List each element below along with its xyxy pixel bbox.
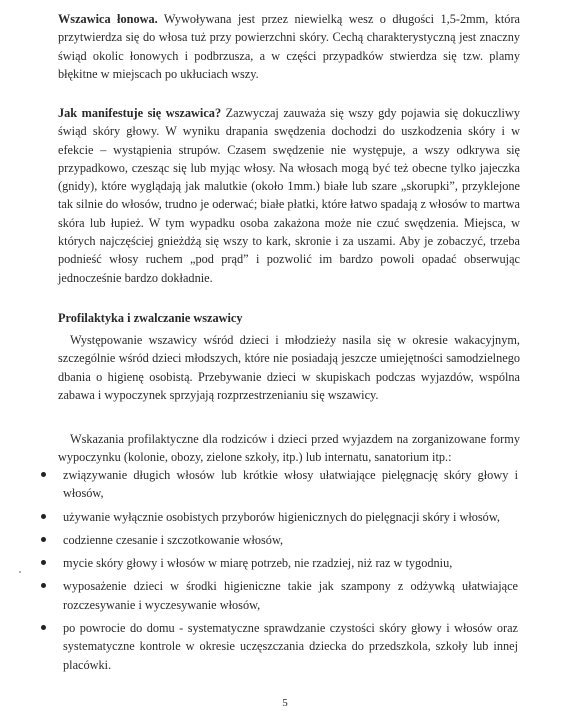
list-item: używanie wyłącznie osobistych przyborów higienicznych do pielęgnacji skóry i włosów, xyxy=(38,508,518,526)
term-manifestacja: Jak manifestuje się wszawica? xyxy=(58,106,222,120)
page-number: 5 xyxy=(282,697,288,709)
bullet-dot-icon xyxy=(41,514,46,519)
paragraph-profilaktyka: Występowanie wszawicy wśród dzieci i młodzieży nasila się w okresie wakacyjnym, szczególnie wśród dzieci młodszych, które nie posiadają jeszcze umiejętności samodzielnego dbania o higienę osobistą. Przebywanie dzieci w skupiskach podczas wyjazdów, wspólna zabawa i wypoczynek sprzyjają rozprzestrzenianiu się wszawicy. xyxy=(58,333,520,402)
bullet-dot-icon xyxy=(41,560,46,565)
paragraph-wskazania-intro: Wskazania profilaktyczne dla rodziców i dzieci przed wyjazdem na zorganizowane formy wypoczynku (kolonie, obozy, zielone szkoły, itp.) lub internatu, sanatorium itp.: xyxy=(58,432,520,465)
bullet-dot-icon xyxy=(41,625,46,630)
term-wszawica-lonowa: Wszawica łonowa. xyxy=(58,12,158,26)
list-item: po powrocie do domu - systematyczne sprawdzanie czystości skóry głowy i włosów oraz systematyczne kontrole w okresie uczęszczania dziecka do przedszkola, szkoły lub innej placówki. xyxy=(38,619,518,674)
paragraph-text: Wywoływana jest przez niewielką wesz o długości 1,5-2mm, która przytwierdza się do włosa tuż przy powierzchni skóry. Cechą charakterystyczną jest znaczny świąd okolic łonowych i podbrzusza, a w części przypadków stwierdza się tzw. plamy błękitne w miejscach po ukłuciach wszy. xyxy=(58,12,521,81)
list-item: związywanie długich włosów lub krótkie włosy ułatwiające pielęgnację skóry głowy i włosów, xyxy=(38,466,518,503)
bullet-dot-icon xyxy=(41,583,46,588)
paragraph-text: Zazwyczaj zauważa się wszy gdy pojawia się dokuczliwy świąd skóry głowy. W wyniku drapania swędzenia dochodzi do uszkodzenia skóry i w efekcie – wystąpienia strupów. Czasem swędzenie nie występuje, a wszy odkrywa się przypadkowo, czesząc się lub myjąc włosy. Na włosach mogą być też obecne tylko jajeczka (gnidy), które wyglądają jak malutkie (około 1mm.) białe lub szare „skorupki”, przyklejone tak silnie do włosów, trudno je oderwać; białe płatki, które łatwo spadają z włosów to martwa skóra lub łupież. W tym wypadku osoba zakażona może nie czuć swędzenia. Miejsca, w których najczęściej gnieżdżą się wszy to kark, skronie i za uszami. Aby je zobaczyć, trzeba podnieść włosy ruchem „pod prąd” i pozwolić im bardzo powoli opadać obserwując jednocześnie bardzo dokładnie. xyxy=(58,106,520,285)
scan-speck xyxy=(19,571,21,573)
list-item: codzienne czesanie i szczotkowanie włosów, xyxy=(38,531,518,549)
paragraph-wszawica-lonowa xyxy=(58,10,520,83)
bullet-dot-icon xyxy=(41,472,46,477)
section-heading-profilaktyka: Profilaktyka i zwalczanie wszawicy xyxy=(58,311,243,325)
bullet-dot-icon xyxy=(41,537,46,542)
bullet-list-wskazania xyxy=(38,466,518,674)
list-item: mycie skóry głowy i włosów w miarę potrzeb, nie rzadziej, niż raz w tygodniu, xyxy=(38,554,518,572)
paragraph-manifestacja xyxy=(58,104,520,287)
list-item: wyposażenie dzieci w środki higieniczne takie jak szampony z odżywką ułatwiające rozczesywanie i wyczesywanie włosów, xyxy=(38,577,518,614)
